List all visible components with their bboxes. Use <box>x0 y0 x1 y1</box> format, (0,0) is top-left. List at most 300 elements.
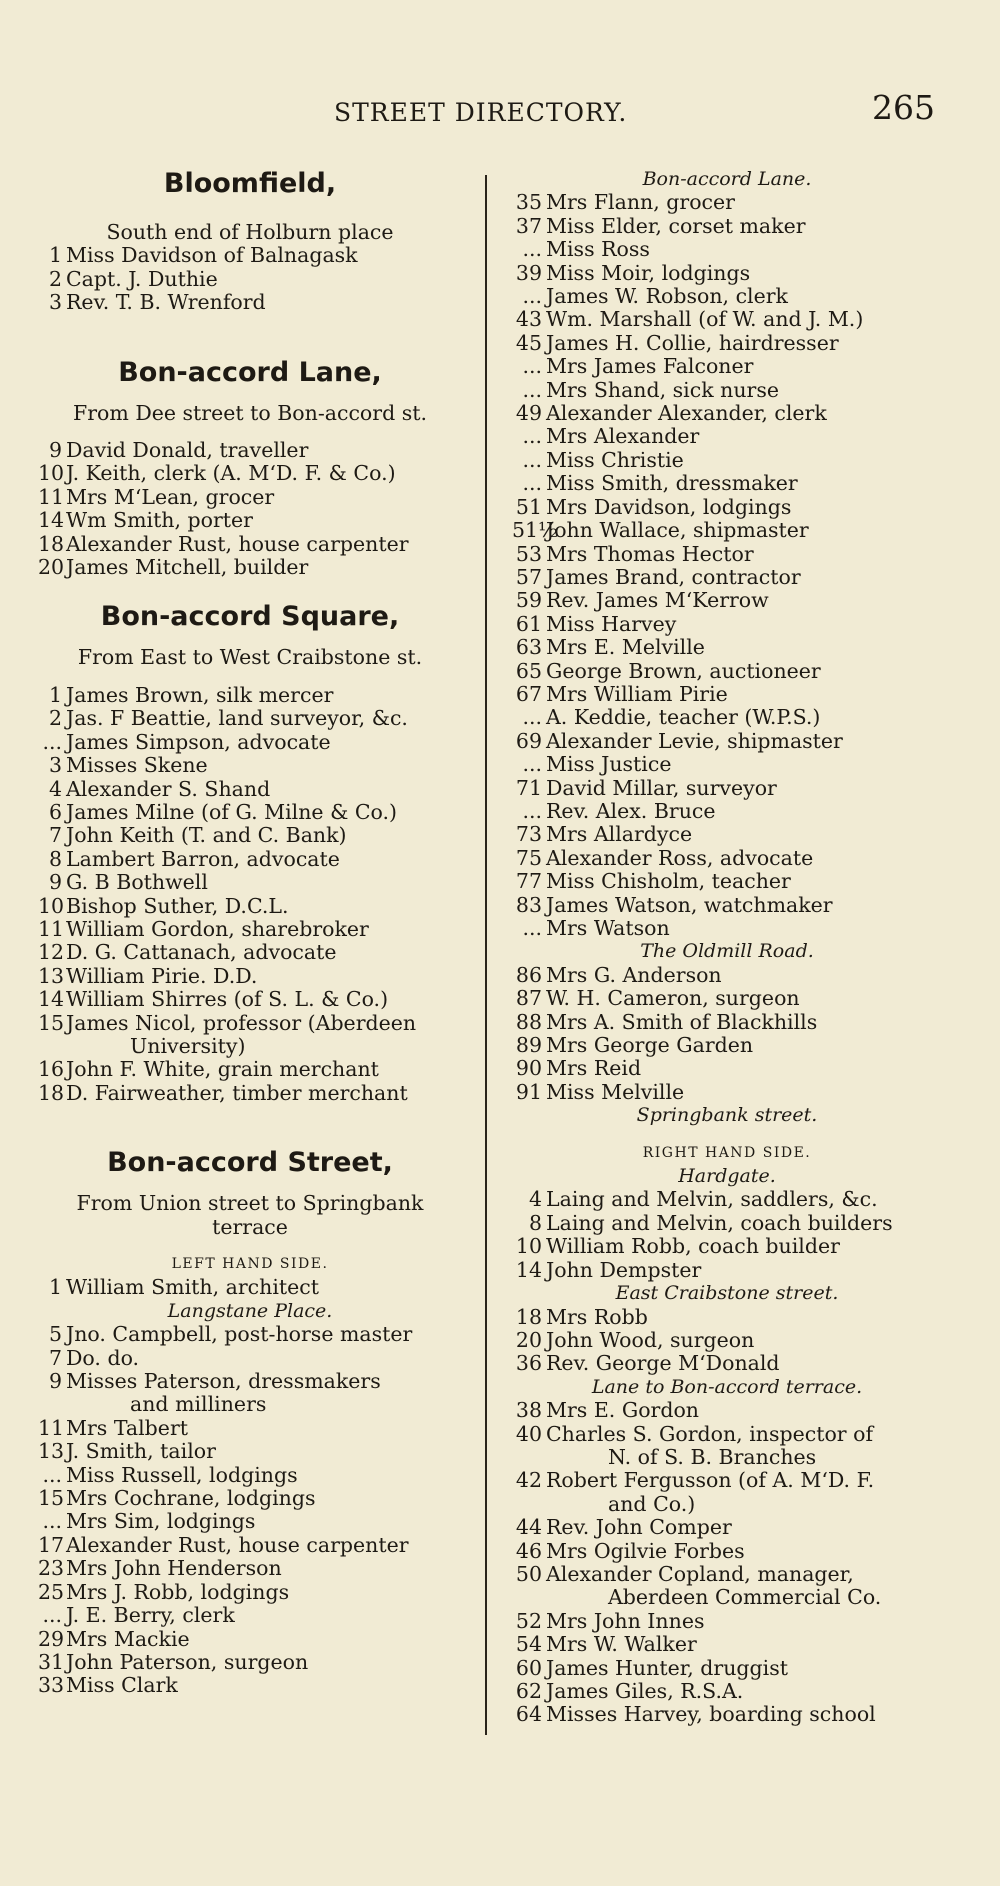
directory-entry <box>512 262 942 285</box>
house-number: 29 <box>38 1626 65 1651</box>
house-number: 73 <box>515 822 542 847</box>
directory-entry <box>512 847 942 870</box>
house-number: 1 <box>48 1275 62 1300</box>
house-number: 50 <box>515 1561 542 1586</box>
occupant-name: James Nicol, professor (Aberdeen <box>66 1010 417 1035</box>
directory-entry <box>38 941 462 964</box>
directory-entry <box>512 613 942 636</box>
house-number: 9 <box>48 1369 62 1394</box>
occupant-name: James Giles, R.S.A. <box>546 1679 744 1703</box>
directory-entry <box>38 439 462 462</box>
occupant-name: Mrs Davidson, lodgings <box>546 494 792 519</box>
occupant-name: Mrs G. Anderson <box>546 962 722 987</box>
directory-entry <box>38 268 462 291</box>
house-number: 10 <box>38 893 65 918</box>
house-number: 69 <box>515 728 542 753</box>
occupant-name: Miss Ross <box>546 237 650 262</box>
occupant-name: Alexander Copland, manager, <box>546 1561 854 1586</box>
occupant-name: Rev. James M‘Kerrow <box>546 588 769 613</box>
occupant-name: James Brand, contractor <box>546 564 801 589</box>
entry-list <box>38 244 462 314</box>
house-number: 9 <box>48 870 62 895</box>
occupant-name: Charles S. Gordon, inspector of <box>546 1421 874 1446</box>
house-number: 14 <box>38 508 65 533</box>
house-number: 18 <box>515 1304 542 1329</box>
occupant-name: James Hunter, druggist <box>546 1655 788 1680</box>
house-number: ... <box>522 705 542 730</box>
occupant-name: Alexander Ross, advocate <box>546 845 814 870</box>
house-number: ... <box>522 447 542 472</box>
directory-entry <box>38 731 462 754</box>
street-subheading: The Oldmill Road. <box>640 940 814 963</box>
directory-entry <box>512 1352 942 1375</box>
column-divider <box>485 175 487 1735</box>
occupant-name: Capt. J. Duthie <box>66 266 218 291</box>
occupant-name: Alexander S. Shand <box>66 776 271 801</box>
occupant-name: Mrs James Falconer <box>546 354 754 379</box>
house-number: ... <box>522 752 542 777</box>
directory-entry <box>38 1604 462 1627</box>
occupant-name: John Paterson, surgeon <box>66 1649 309 1674</box>
house-number: 6 <box>48 799 62 824</box>
section-subheading: From East to West Craibstone st. <box>77 645 423 670</box>
occupant-name: Mrs M‘Lean, grocer <box>66 484 275 509</box>
street-subheading: Springbank street. <box>636 1104 818 1127</box>
occupant-name: Bishop Suther, D.C.L. <box>66 893 289 918</box>
directory-entry <box>38 1628 462 1651</box>
house-number: 3 <box>48 753 62 778</box>
side-label: RIGHT HAND SIDE. <box>642 1144 812 1161</box>
house-number: ... <box>522 798 542 823</box>
house-number: 35 <box>515 190 542 215</box>
occupant-name: Wm Smith, porter <box>66 508 253 533</box>
directory-entry <box>38 1417 462 1440</box>
page-header <box>0 88 1000 132</box>
house-number: 31 <box>38 1649 65 1674</box>
directory-entry <box>38 1674 462 1697</box>
occupant-name: Mrs Alexander <box>546 424 700 449</box>
house-number: ... <box>42 1462 62 1487</box>
house-number: 10 <box>38 461 65 486</box>
occupant-name: William Smith, architect <box>66 1275 319 1300</box>
occupant-name: Rev. John Comper <box>546 1515 732 1540</box>
house-number: 11 <box>38 484 65 509</box>
house-number: 14 <box>515 1257 542 1282</box>
house-number: 67 <box>515 681 542 706</box>
house-number: 7 <box>48 823 62 848</box>
directory-entry <box>38 1082 462 1105</box>
directory-entry <box>512 917 942 940</box>
occupant-name: Mrs Sim, lodgings <box>66 1509 256 1534</box>
house-number: 20 <box>515 1327 542 1352</box>
house-number: 77 <box>515 869 542 894</box>
occupant-name: Miss Moir, lodgings <box>546 260 751 285</box>
house-number: ... <box>522 284 542 309</box>
occupant-name: John Wood, surgeon <box>546 1327 755 1352</box>
directory-entry <box>38 965 462 988</box>
occupant-name: Mrs W. Walker <box>546 1632 697 1657</box>
house-number: 15 <box>38 1486 65 1511</box>
directory-entry <box>512 1657 942 1680</box>
left-column <box>38 168 462 1698</box>
directory-entry <box>512 800 942 823</box>
house-number: 10 <box>515 1234 542 1259</box>
directory-entry <box>38 533 462 556</box>
house-number: 1 <box>48 682 62 707</box>
occupant-name: D. G. Cattanach, advocate <box>66 940 337 965</box>
occupant-name: Robert Fergusson (of A. M‘D. F. <box>546 1468 875 1493</box>
house-number: 89 <box>515 1033 542 1058</box>
occupant-name: George Brown, auctioneer <box>546 658 821 683</box>
occupant-name: Mrs Robb <box>546 1304 648 1329</box>
street-subheading: Hardgate. <box>678 1165 776 1188</box>
occupant-name: James Milne (of G. Milne & Co.) <box>66 799 398 824</box>
occupant-name: Alexander Levie, shipmaster <box>546 728 843 753</box>
entry-continuation <box>512 1446 942 1469</box>
house-number: 20 <box>38 555 65 580</box>
occupant-name: Mrs Shand, sick nurse <box>546 377 780 402</box>
directory-entry <box>38 918 462 941</box>
occupant-name: William Gordon, sharebroker <box>66 916 369 941</box>
occupant-name: James Mitchell, builder <box>66 555 309 580</box>
occupant-name: Miss Smith, dressmaker <box>546 471 798 496</box>
entry-list <box>38 684 462 1105</box>
house-number: 13 <box>38 963 65 988</box>
house-number: 51 <box>515 494 542 519</box>
house-number: 18 <box>38 531 65 556</box>
occupant-name: Mrs Allardyce <box>546 822 693 847</box>
house-number: 91 <box>515 1079 542 1104</box>
house-number: 39 <box>515 260 542 285</box>
directory-entry <box>512 777 942 800</box>
directory-entry <box>512 683 942 706</box>
directory-entry <box>38 871 462 894</box>
house-number: 62 <box>515 1679 542 1703</box>
house-number: 23 <box>38 1556 65 1581</box>
house-number: 59 <box>515 588 542 613</box>
occupant-name: John F. White, grain merchant <box>66 1057 379 1082</box>
continuation-heading: Bon-accord Lane. <box>642 168 812 190</box>
directory-entry <box>512 1212 942 1235</box>
directory-entry <box>512 425 942 448</box>
occupant-name: Mrs John Henderson <box>66 1556 282 1581</box>
occupant-name: Mrs George Garden <box>546 1033 754 1058</box>
occupant-name: and Co.) <box>608 1491 696 1516</box>
entry-list <box>38 1276 462 1697</box>
directory-entry <box>38 1510 462 1533</box>
occupant-name: John Dempster <box>546 1257 702 1282</box>
occupant-name: Mrs Talbert <box>66 1415 188 1440</box>
directory-entry <box>38 1347 462 1370</box>
directory-entry <box>512 449 942 472</box>
house-number: ... <box>522 424 542 449</box>
occupant-name: and milliners <box>130 1392 267 1417</box>
house-number: 8 <box>48 846 62 871</box>
occupant-name: Miss Harvey <box>546 611 677 636</box>
street-subheading: East Craibstone street. <box>615 1282 839 1305</box>
house-number: 40 <box>515 1421 542 1446</box>
house-number: 14 <box>38 987 65 1012</box>
occupant-name: Miss Clark <box>66 1673 178 1698</box>
directory-entry <box>38 1440 462 1463</box>
directory-entry <box>512 660 942 683</box>
entry-list <box>512 1165 942 1727</box>
house-number: 38 <box>515 1398 542 1423</box>
house-number: 4 <box>528 1187 542 1212</box>
directory-entry <box>38 509 462 532</box>
directory-entry <box>38 244 462 267</box>
directory-entry <box>38 1276 462 1299</box>
directory-entry <box>512 1516 942 1539</box>
section-subheading: From Dee street to Bon-accord st. <box>73 400 427 425</box>
directory-entry <box>512 496 942 519</box>
occupant-name: Mrs Flann, grocer <box>546 190 735 215</box>
occupant-name: Mrs Reid <box>546 1056 642 1081</box>
entry-list <box>38 439 462 579</box>
occupant-name: Rev. George M‘Donald <box>546 1351 780 1376</box>
house-number: 33 <box>38 1673 65 1698</box>
house-number: ... <box>42 1509 62 1534</box>
directory-entry <box>38 1370 462 1393</box>
house-number: 25 <box>38 1579 65 1604</box>
house-number: 7 <box>48 1345 62 1370</box>
directory-entry <box>512 1057 942 1080</box>
occupant-name: William Robb, coach builder <box>546 1234 840 1259</box>
occupant-name: Aberdeen Commercial Co. <box>608 1585 882 1610</box>
house-number: 16 <box>38 1057 65 1082</box>
occupant-name: James Simpson, advocate <box>66 729 331 754</box>
entry-list <box>512 191 942 1127</box>
directory-entry <box>512 332 942 355</box>
house-number: 60 <box>515 1655 542 1680</box>
occupant-name: Laing and Melvin, coach builders <box>546 1210 893 1235</box>
directory-entry <box>512 355 942 378</box>
directory-entry <box>512 1633 942 1656</box>
house-number: 9 <box>48 438 62 463</box>
occupant-name: Mrs J. Robb, lodgings <box>66 1579 290 1604</box>
occupant-name: Mrs Ogilvie Forbes <box>546 1538 745 1563</box>
house-number: 46 <box>515 1538 542 1563</box>
house-number: 11 <box>38 916 65 941</box>
directory-entry <box>512 472 942 495</box>
directory-entry <box>38 1323 462 1346</box>
directory-entry <box>38 848 462 871</box>
directory-entry <box>512 823 942 846</box>
occupant-name: Rev. Alex. Bruce <box>546 798 716 823</box>
directory-entry <box>512 566 942 589</box>
house-number: ... <box>522 377 542 402</box>
section-heading-bloomfield: Bloomfield, <box>163 168 337 199</box>
house-number: 49 <box>515 401 542 426</box>
occupant-name: J. Smith, tailor <box>66 1439 216 1464</box>
directory-entry <box>512 1188 942 1211</box>
directory-entry <box>512 402 942 425</box>
section-heading-bon-accord-square: Bon-accord Square, <box>100 601 400 633</box>
directory-entry <box>512 636 942 659</box>
directory-entry <box>512 987 942 1010</box>
directory-entry <box>38 895 462 918</box>
house-number: 44 <box>515 1515 542 1540</box>
occupant-name: James H. Collie, hairdresser <box>546 330 839 355</box>
occupant-name: Mrs Watson <box>546 916 670 940</box>
occupant-name: Miss Melville <box>546 1079 685 1104</box>
house-number: 45 <box>515 330 542 355</box>
directory-entry <box>38 1581 462 1604</box>
house-number: 87 <box>515 986 542 1011</box>
running-title: STREET DIRECTORY. <box>334 98 628 127</box>
directory-entry <box>38 291 462 314</box>
directory-entry <box>38 778 462 801</box>
directory-entry <box>512 215 942 238</box>
occupant-name: Wm. Marshall (of W. and J. M.) <box>546 307 864 332</box>
street-subheading: Lane to Bon-accord terrace. <box>591 1375 863 1398</box>
street-subheading: Langstane Place. <box>167 1299 333 1322</box>
house-number: 88 <box>515 1009 542 1034</box>
directory-entry <box>512 1011 942 1034</box>
occupant-name: Mrs E. Melville <box>546 635 705 660</box>
directory-entry <box>512 706 942 729</box>
occupant-name: Alexander Alexander, clerk <box>546 401 827 426</box>
directory-entry <box>512 1680 942 1703</box>
directory-entry <box>38 707 462 730</box>
page-number: 265 <box>872 88 935 127</box>
occupant-name: Miss Elder, corset maker <box>546 213 806 238</box>
occupant-name: Mrs Cochrane, lodgings <box>66 1486 316 1511</box>
occupant-name: Miss Russell, lodgings <box>66 1462 298 1487</box>
entry-continuation <box>512 1586 942 1609</box>
directory-entry <box>512 1399 942 1422</box>
occupant-name: Mrs Thomas Hector <box>546 541 754 566</box>
occupant-name: Misses Skene <box>66 753 208 778</box>
house-number: 90 <box>515 1056 542 1081</box>
directory-entry <box>512 1469 942 1492</box>
occupant-name: Laing and Melvin, saddlers, &c. <box>546 1187 878 1212</box>
occupant-name: Mrs Mackie <box>66 1626 190 1651</box>
house-number: ... <box>522 354 542 379</box>
occupant-name: G. B Bothwell <box>66 870 208 895</box>
directory-entry <box>512 1306 942 1329</box>
house-number: 13 <box>38 1439 65 1464</box>
section-heading-bon-accord-lane: Bon-accord Lane, <box>118 356 382 388</box>
occupant-name: James Watson, watchmaker <box>546 892 833 917</box>
occupant-name: Mrs A. Smith of Blackhills <box>546 1009 818 1034</box>
house-number: 52 <box>515 1608 542 1633</box>
directory-entry <box>38 1012 462 1035</box>
directory-entry <box>512 191 942 214</box>
entry-continuation <box>512 1493 942 1516</box>
house-number: 54 <box>515 1632 542 1657</box>
directory-entry <box>38 1487 462 1510</box>
directory-entry <box>512 1610 942 1633</box>
directory-entry <box>512 1423 942 1446</box>
directory-entry <box>512 1540 942 1563</box>
occupant-name: John Wallace, shipmaster <box>546 518 809 543</box>
occupant-name: Alexander Rust, house carpenter <box>66 531 409 556</box>
directory-entry <box>38 556 462 579</box>
directory-entry <box>512 238 942 261</box>
house-number: 2 <box>48 266 62 291</box>
occupant-name: Mrs E. Gordon <box>546 1398 700 1423</box>
house-number: 37 <box>515 213 542 238</box>
house-number: 15 <box>38 1010 65 1035</box>
directory-entry <box>512 1329 942 1352</box>
occupant-name: Rev. T. B. Wrenford <box>66 290 266 315</box>
house-number: ... <box>42 729 62 754</box>
side-label: LEFT HAND SIDE. <box>171 1256 329 1272</box>
occupant-name: William Shirres (of S. L. & Co.) <box>66 987 389 1012</box>
house-number: 63 <box>515 635 542 660</box>
occupant-name: David Millar, surveyor <box>546 775 777 800</box>
house-number: 86 <box>515 962 542 987</box>
occupant-name: James Brown, silk mercer <box>66 682 334 707</box>
occupant-name: J. E. Berry, clerk <box>66 1603 235 1628</box>
occupant-name: Miss Chisholm, teacher <box>546 869 791 894</box>
occupant-name: Do. do. <box>66 1345 140 1370</box>
directory-entry <box>38 1058 462 1081</box>
house-number: 5 <box>48 1322 62 1347</box>
directory-entry <box>38 801 462 824</box>
house-number: 8 <box>528 1210 542 1235</box>
house-number: 75 <box>515 845 542 870</box>
house-number: 2 <box>48 706 62 731</box>
directory-entry <box>38 462 462 485</box>
house-number: 71 <box>515 775 542 800</box>
house-number: ... <box>522 471 542 496</box>
occupant-name: Misses Paterson, dressmakers <box>66 1369 381 1394</box>
house-number: 18 <box>38 1080 65 1105</box>
directory-entry <box>38 684 462 707</box>
house-number: 36 <box>515 1351 542 1376</box>
occupant-name: Jno. Campbell, post-horse master <box>66 1322 413 1347</box>
occupant-name: W. H. Cameron, surgeon <box>546 986 800 1011</box>
occupant-name: Mrs William Pirie <box>546 681 728 706</box>
house-number: 43 <box>515 307 542 332</box>
house-number: ... <box>522 237 542 262</box>
section-heading-bon-accord-street: Bon-accord Street, <box>107 1147 393 1179</box>
occupant-name: N. of S. B. Branches <box>608 1444 817 1469</box>
house-number: ... <box>42 1603 62 1628</box>
section-subheading: terrace <box>212 1214 288 1239</box>
house-number: 53 <box>515 541 542 566</box>
directory-entry <box>512 379 942 402</box>
directory-entry <box>38 1557 462 1580</box>
directory-entry <box>38 1464 462 1487</box>
section-subheading: From Union street to Springbank <box>76 1191 424 1216</box>
directory-entry <box>512 870 942 893</box>
occupant-name: D. Fairweather, timber merchant <box>66 1080 408 1105</box>
directory-entry <box>512 308 942 331</box>
house-number: 83 <box>515 892 542 917</box>
house-number: 57 <box>515 564 542 589</box>
entry-continuation <box>38 1393 462 1416</box>
house-number: 17 <box>38 1532 65 1557</box>
directory-entry <box>512 543 942 566</box>
directory-entry <box>38 1651 462 1674</box>
directory-entry <box>38 824 462 847</box>
house-number: 64 <box>515 1702 542 1727</box>
house-number: 65 <box>515 658 542 683</box>
occupant-name: Miss Davidson of Balnagask <box>66 243 358 268</box>
occupant-name: Mrs John Innes <box>546 1608 705 1633</box>
directory-entry <box>512 519 942 542</box>
directory-entry <box>38 988 462 1011</box>
directory-entry <box>512 1081 942 1104</box>
right-column <box>512 168 942 1727</box>
directory-entry <box>38 486 462 509</box>
directory-entry <box>512 1703 942 1726</box>
directory-entry <box>512 1259 942 1282</box>
occupant-name: Jas. F Beattie, land surveyor, &c. <box>66 706 408 731</box>
